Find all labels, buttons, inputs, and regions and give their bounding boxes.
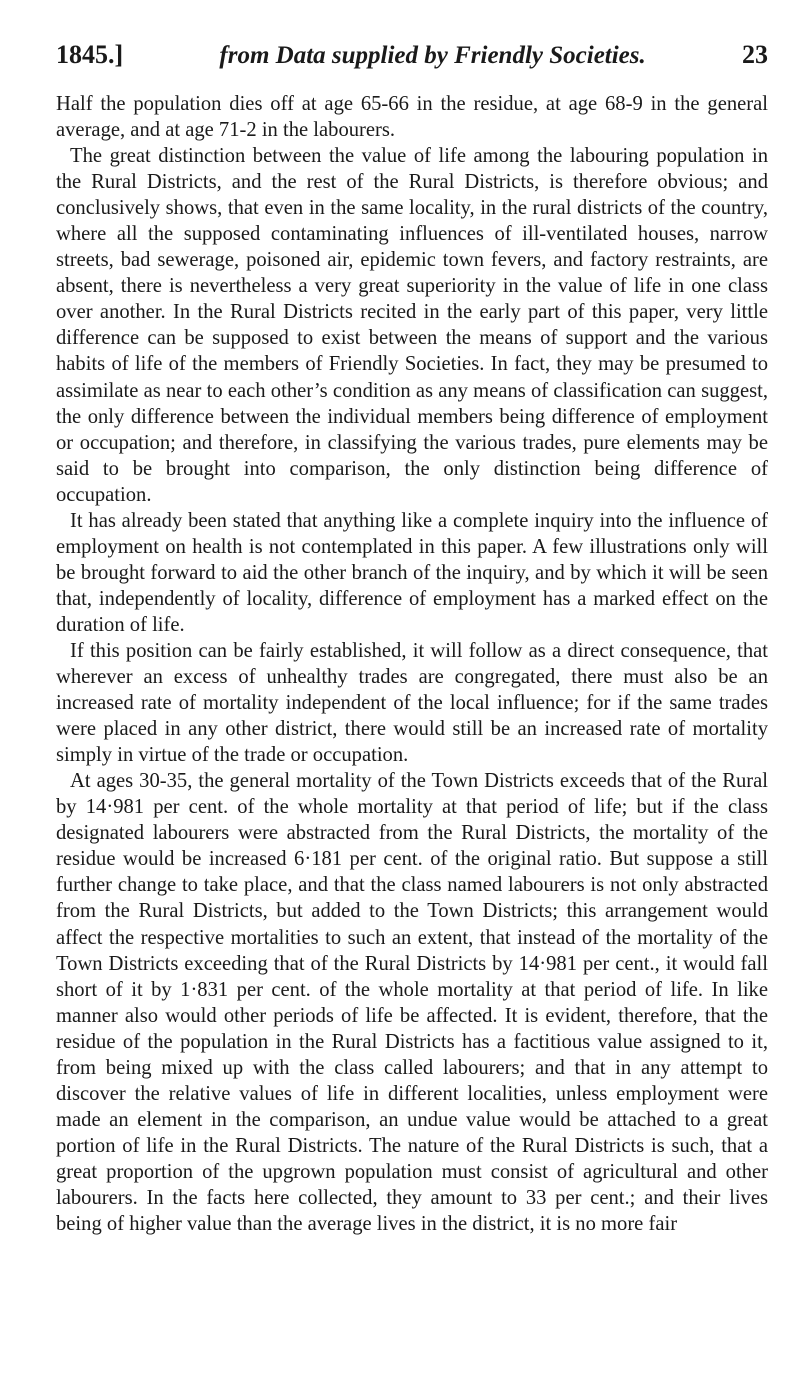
paragraph: If this position can be fairly established, it will follow as a direct consequence, that wherever an excess of unhealthy trades are congregated, there must also be an increased rate of mortality independent of the local influence; for if the same trades were placed in any other district, there would still be an increased rate of mortality simply in virtue of the trade or occupation. <box>56 639 768 767</box>
header-year: 1845.] <box>56 40 124 69</box>
page <box>56 40 768 1237</box>
paragraph: The great distinction between the value of life among the labouring population in the Rural Districts, and the rest of the Rural Districts, is therefore obvious; and conclusively shows, that even in the same locality, in the rural districts of the country, where all the supposed contaminating influences of ill-ventilated houses, narrow streets, bad sewerage, poisoned air, epidemic town fevers, and factory restraints, are absent, there is nevertheless a very great superiority in the value of life in one class over another. In the Rural Districts recited in the early part of this paper, very little difference can be supposed to exist between the means of support and the various habits of life of the members of Friendly Societies. In fact, they may be presumed to assimilate as near to each other’s condition as any means of classification can suggest, the only difference between the individual members being difference of employment or occupation; and therefore, in classifying the various trades, pure elements may be said to be brought into comparison, the only distinction being difference of occupation. <box>56 145 768 506</box>
running-title: from Data supplied by Friendly Societies. <box>219 42 646 69</box>
body-text <box>56 91 768 1237</box>
page-number: 23 <box>741 40 768 69</box>
running-header <box>56 40 768 84</box>
paragraph: At ages 30-35, the general mortality of the Town Districts exceeds that of the Rural by 14·981 per cent. of the whole mortality at that period of life; but if the class designated labourers were abstracted from the Rural Districts, the mortality of the residue would be increased 6·181 per cent. of the original ratio. But suppose a still further change to take place, and that the class named labourers is not only abstracted from the Rural Districts, but added to the Town Districts; this arrangement would affect the respective mortalities to such an extent, that instead of the mortality of the Town Districts exceeding that of the Rural Districts by 14·981 per cent., it would fall short of it by 1·831 per cent. of the whole mortality at that period of life. In like manner also would other periods of life be affected. It is evident, therefore, that the residue of the population in the Rural Districts has a factitious value assigned to it, from being mixed up with the class called labourers; and that in any attempt to discover the relative values of life in different localities, unless employment were made an element in the comparison, an undue value would be attached to a great portion of life in the Rural Districts. The nature of the Rural Districts is such, that a great proportion of the upgrown population must consist of agricultural and other labourers. In the facts here collected, they amount to 33 per cent.; and their lives being of higher value than the average lives in the district, it is no more fair <box>56 770 768 1236</box>
paragraph: It has already been stated that anything like a complete inquiry into the influence of employment on health is not contemplated in this paper. A few illustrations only will be brought forward to aid the other branch of the inquiry, and by which it will be seen that, independently of locality, difference of employment has a marked effect on the duration of life. <box>56 509 768 636</box>
paragraph: Half the population dies off at age 65-66 in the residue, at age 68-9 in the general average, and at age 71-2 in the labourers. <box>56 93 768 142</box>
